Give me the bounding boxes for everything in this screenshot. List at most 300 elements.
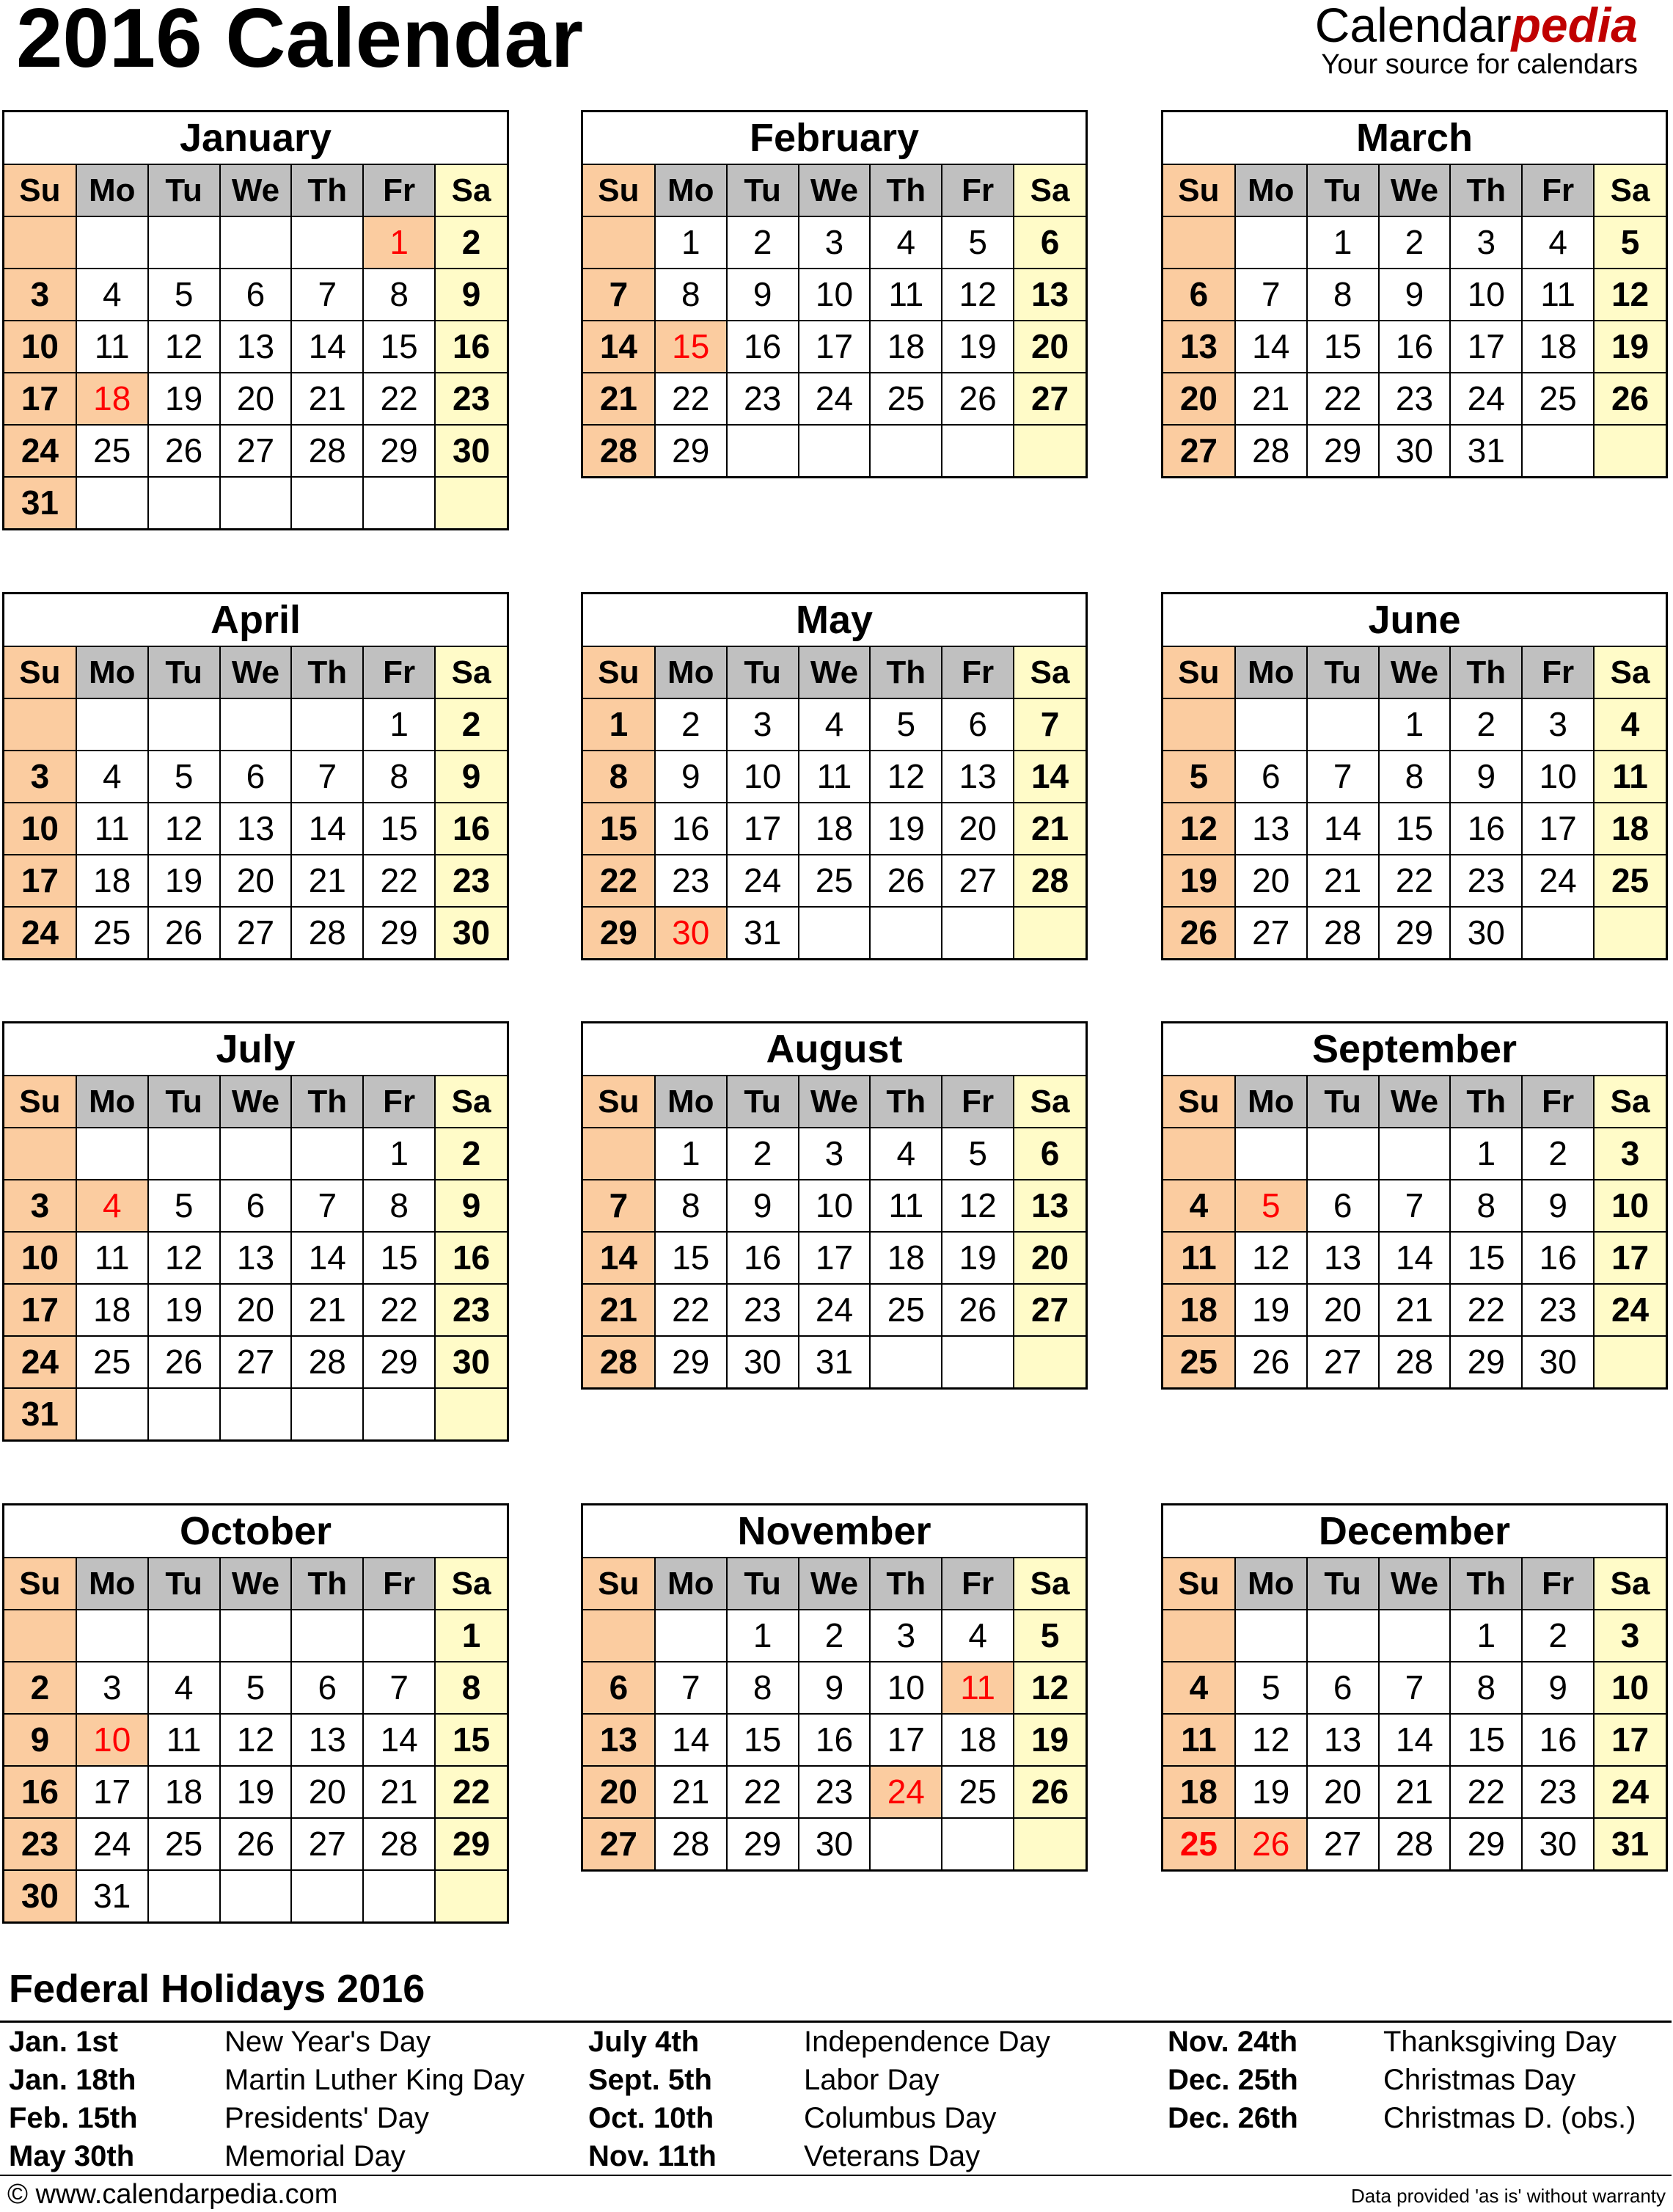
day-cell: 22 <box>363 855 435 907</box>
week-row <box>583 425 1086 476</box>
week-row <box>1163 907 1666 958</box>
day-cell: 31 <box>727 907 799 958</box>
day-cell: 1 <box>363 698 435 751</box>
day-cell: 5 <box>148 751 220 803</box>
weekday-header-row <box>583 1558 1086 1610</box>
holiday-name: Columbus Day <box>804 2102 997 2134</box>
weekday-header: Sa <box>1594 1076 1666 1128</box>
weekday-header: Th <box>1450 647 1522 698</box>
weekday-header-row <box>4 165 507 216</box>
weekday-header: Sa <box>435 165 507 216</box>
day-cell: 29 <box>1450 1818 1522 1869</box>
day-cell: 8 <box>655 269 727 321</box>
day-cell: 8 <box>655 1180 727 1232</box>
day-cell: 12 <box>148 803 220 855</box>
day-cell: 9 <box>1522 1180 1594 1232</box>
day-cell: 24 <box>4 907 76 958</box>
day-cell: 1 <box>435 1610 507 1662</box>
day-cell: 13 <box>1163 321 1235 373</box>
day-cell: 15 <box>583 803 655 855</box>
weekday-header: We <box>1379 1076 1451 1128</box>
day-cell: 12 <box>1235 1232 1307 1284</box>
day-cell: 13 <box>220 321 292 373</box>
day-cell: 12 <box>148 1232 220 1284</box>
day-cell: 20 <box>942 803 1014 855</box>
day-cell: 26 <box>148 1336 220 1388</box>
day-cell: 5 <box>942 1128 1014 1180</box>
day-cell: 10 <box>1450 269 1522 321</box>
day-cell: 20 <box>220 855 292 907</box>
day-cell: 20 <box>1163 373 1235 425</box>
weekday-header: Sa <box>1014 165 1086 216</box>
day-cell: 7 <box>655 1662 727 1714</box>
brand-logo[interactable] <box>1315 0 1638 81</box>
day-cell: 16 <box>727 1232 799 1284</box>
day-cell: 29 <box>655 425 727 476</box>
day-cell: 25 <box>870 373 942 425</box>
day-cell: 11 <box>76 803 148 855</box>
day-cell: 6 <box>291 1662 363 1714</box>
weekday-header: Su <box>583 1076 655 1128</box>
week-row <box>583 1180 1086 1232</box>
day-cell: 8 <box>363 269 435 321</box>
week-row <box>583 1284 1086 1336</box>
day-cell: 2 <box>727 216 799 269</box>
holiday-day-cell: 11 <box>942 1662 1014 1714</box>
month-title: April <box>4 594 507 647</box>
day-cell: 1 <box>583 698 655 751</box>
weekday-header: Fr <box>363 1076 435 1128</box>
brand-tagline: Your source for calendars <box>1321 49 1638 81</box>
day-cell: 25 <box>942 1766 1014 1818</box>
week-row <box>583 751 1086 803</box>
day-cell: 14 <box>583 1232 655 1284</box>
empty-day-cell <box>1379 1128 1451 1180</box>
day-cell: 4 <box>870 1128 942 1180</box>
empty-day-cell <box>1522 425 1594 476</box>
holiday-row <box>579 2099 1152 2137</box>
day-cell: 30 <box>4 1870 76 1921</box>
weekday-header: Th <box>870 1558 942 1610</box>
day-cell: 4 <box>1163 1180 1235 1232</box>
day-cell: 27 <box>220 425 292 477</box>
day-cell: 27 <box>1235 907 1307 958</box>
day-cell: 14 <box>1235 321 1307 373</box>
day-cell: 26 <box>1163 907 1235 958</box>
week-row <box>1163 1610 1666 1662</box>
day-cell: 24 <box>1594 1284 1666 1336</box>
day-cell: 24 <box>1450 373 1522 425</box>
week-row <box>1163 1662 1666 1714</box>
day-cell: 28 <box>291 907 363 958</box>
empty-day-cell <box>1163 698 1235 751</box>
day-cell: 25 <box>148 1818 220 1870</box>
weekday-header: Su <box>4 1076 76 1128</box>
day-cell: 12 <box>942 1180 1014 1232</box>
week-row <box>4 1870 507 1921</box>
empty-day-cell <box>363 1610 435 1662</box>
empty-day-cell <box>148 1128 220 1180</box>
week-row <box>4 1714 507 1766</box>
weekday-header: Su <box>1163 165 1235 216</box>
day-cell: 8 <box>1450 1180 1522 1232</box>
empty-day-cell <box>76 216 148 269</box>
weekday-header: Sa <box>1014 1076 1086 1128</box>
empty-day-cell <box>870 425 942 476</box>
holiday-date: Dec. 25th <box>1168 2064 1298 2096</box>
empty-day-cell <box>942 1336 1014 1387</box>
week-row <box>1163 1180 1666 1232</box>
day-cell: 3 <box>1594 1128 1666 1180</box>
month-grid <box>4 647 507 958</box>
month-grid <box>1163 165 1666 476</box>
day-cell: 20 <box>1307 1284 1379 1336</box>
holiday-day-cell: 30 <box>655 907 727 958</box>
month-grid <box>583 165 1086 476</box>
holiday-date: July 4th <box>588 2026 700 2058</box>
day-cell: 26 <box>1235 1336 1307 1387</box>
day-cell: 22 <box>1379 855 1451 907</box>
day-cell: 27 <box>220 907 292 958</box>
day-cell: 24 <box>76 1818 148 1870</box>
weekday-header-row <box>4 1558 507 1610</box>
day-cell: 28 <box>1379 1336 1451 1387</box>
day-cell: 23 <box>4 1818 76 1870</box>
day-cell: 10 <box>799 1180 871 1232</box>
weekday-header-row <box>583 647 1086 698</box>
day-cell: 28 <box>583 1336 655 1387</box>
weekday-header: Th <box>291 647 363 698</box>
week-row <box>4 855 507 907</box>
day-cell: 30 <box>1379 425 1451 476</box>
day-cell: 22 <box>727 1766 799 1818</box>
day-cell: 8 <box>1379 751 1451 803</box>
day-cell: 4 <box>148 1662 220 1714</box>
day-cell: 21 <box>583 373 655 425</box>
day-cell: 12 <box>1594 269 1666 321</box>
holiday-date: Oct. 10th <box>588 2102 714 2134</box>
weekday-header: Mo <box>1235 647 1307 698</box>
weekday-header: Mo <box>76 165 148 216</box>
day-cell: 18 <box>942 1714 1014 1766</box>
day-cell: 28 <box>583 425 655 476</box>
week-row <box>583 803 1086 855</box>
day-cell: 2 <box>655 698 727 751</box>
month-title: December <box>1163 1505 1666 1558</box>
empty-day-cell <box>4 1128 76 1180</box>
day-cell: 21 <box>1307 855 1379 907</box>
weekday-header: Tu <box>727 647 799 698</box>
day-cell: 17 <box>1522 803 1594 855</box>
day-cell: 13 <box>220 803 292 855</box>
day-cell: 1 <box>1450 1128 1522 1180</box>
day-cell: 2 <box>1522 1610 1594 1662</box>
holiday-name: Thanksgiving Day <box>1383 2026 1617 2058</box>
day-cell: 28 <box>363 1818 435 1870</box>
day-cell: 25 <box>76 907 148 958</box>
day-cell: 20 <box>220 373 292 425</box>
day-cell: 2 <box>799 1610 871 1662</box>
day-cell: 16 <box>1522 1232 1594 1284</box>
day-cell: 30 <box>1522 1818 1594 1869</box>
day-cell: 23 <box>1450 855 1522 907</box>
day-cell: 25 <box>799 855 871 907</box>
day-cell: 22 <box>655 1284 727 1336</box>
empty-day-cell <box>435 1870 507 1921</box>
week-row <box>4 1232 507 1284</box>
week-row <box>4 1336 507 1388</box>
weekday-header: Fr <box>1522 647 1594 698</box>
week-row <box>1163 1232 1666 1284</box>
empty-day-cell <box>220 1128 292 1180</box>
footer-website-link[interactable]: © www.calendarpedia.com <box>7 2179 338 2210</box>
empty-day-cell <box>942 425 1014 476</box>
weekday-header-row <box>1163 1558 1666 1610</box>
day-cell: 14 <box>291 321 363 373</box>
holiday-day-cell: 26 <box>1235 1818 1307 1869</box>
day-cell: 15 <box>655 1232 727 1284</box>
week-row <box>583 1714 1086 1766</box>
month-october <box>2 1503 509 1924</box>
day-cell: 19 <box>1163 855 1235 907</box>
day-cell: 17 <box>4 373 76 425</box>
holiday-day-cell: 15 <box>655 321 727 373</box>
day-cell: 27 <box>220 1336 292 1388</box>
holiday-day-cell: 4 <box>76 1180 148 1232</box>
holidays-column-3 <box>1159 2023 1673 2137</box>
day-cell: 8 <box>583 751 655 803</box>
weekday-header: We <box>220 1558 292 1610</box>
day-cell: 12 <box>1014 1662 1086 1714</box>
day-cell: 19 <box>148 855 220 907</box>
day-cell: 31 <box>799 1336 871 1387</box>
day-cell: 21 <box>1235 373 1307 425</box>
day-cell: 18 <box>1594 803 1666 855</box>
weekday-header: Sa <box>1014 1558 1086 1610</box>
empty-day-cell <box>435 477 507 528</box>
day-cell: 29 <box>363 907 435 958</box>
holiday-name: Christmas D. (obs.) <box>1383 2102 1636 2134</box>
empty-day-cell <box>1014 425 1086 476</box>
day-cell: 25 <box>1594 855 1666 907</box>
weekday-header: We <box>1379 165 1451 216</box>
day-cell: 20 <box>583 1766 655 1818</box>
day-cell: 8 <box>1450 1662 1522 1714</box>
weekday-header: Sa <box>1594 1558 1666 1610</box>
empty-day-cell <box>1163 1610 1235 1662</box>
weekday-header: Mo <box>76 1076 148 1128</box>
day-cell: 31 <box>4 1388 76 1439</box>
day-cell: 24 <box>799 1284 871 1336</box>
day-cell: 24 <box>727 855 799 907</box>
day-cell: 19 <box>942 321 1014 373</box>
weekday-header: Mo <box>76 1558 148 1610</box>
day-cell: 27 <box>1307 1818 1379 1869</box>
week-row <box>4 751 507 803</box>
day-cell: 28 <box>1307 907 1379 958</box>
week-row <box>1163 1284 1666 1336</box>
holiday-date: Dec. 26th <box>1168 2102 1298 2134</box>
holiday-day-cell: 1 <box>363 216 435 269</box>
day-cell: 16 <box>435 321 507 373</box>
weekday-header: Fr <box>942 1558 1014 1610</box>
week-row <box>4 1284 507 1336</box>
empty-day-cell <box>1307 1610 1379 1662</box>
empty-day-cell <box>291 698 363 751</box>
day-cell: 17 <box>870 1714 942 1766</box>
weekday-header: Mo <box>1235 1558 1307 1610</box>
day-cell: 26 <box>148 425 220 477</box>
month-grid <box>1163 1076 1666 1387</box>
day-cell: 9 <box>655 751 727 803</box>
day-cell: 18 <box>76 1284 148 1336</box>
day-cell: 1 <box>1379 698 1451 751</box>
holiday-row <box>0 2061 572 2099</box>
day-cell: 17 <box>4 855 76 907</box>
day-cell: 11 <box>148 1714 220 1766</box>
day-cell: 23 <box>727 1284 799 1336</box>
day-cell: 2 <box>435 1128 507 1180</box>
empty-day-cell <box>1163 1128 1235 1180</box>
weekday-header: Mo <box>76 647 148 698</box>
day-cell: 19 <box>220 1766 292 1818</box>
day-cell: 25 <box>870 1284 942 1336</box>
day-cell: 7 <box>291 269 363 321</box>
day-cell: 6 <box>220 751 292 803</box>
empty-day-cell <box>291 216 363 269</box>
holiday-row <box>579 2023 1152 2061</box>
weekday-header: Sa <box>435 1558 507 1610</box>
weekday-header: Tu <box>148 1558 220 1610</box>
weekday-header: We <box>799 1076 871 1128</box>
day-cell: 30 <box>435 1336 507 1388</box>
day-cell: 14 <box>1014 751 1086 803</box>
empty-day-cell <box>220 1870 292 1921</box>
day-cell: 27 <box>291 1818 363 1870</box>
day-cell: 14 <box>291 1232 363 1284</box>
day-cell: 22 <box>1450 1284 1522 1336</box>
day-cell: 11 <box>870 1180 942 1232</box>
day-cell: 5 <box>1014 1610 1086 1662</box>
weekday-header: Th <box>1450 1558 1522 1610</box>
week-row <box>1163 425 1666 476</box>
holiday-date: Nov. 11th <box>588 2140 717 2172</box>
day-cell: 28 <box>1235 425 1307 476</box>
month-grid <box>4 1558 507 1921</box>
day-cell: 1 <box>655 1128 727 1180</box>
day-cell: 11 <box>799 751 871 803</box>
holiday-date: Nov. 24th <box>1168 2026 1298 2058</box>
empty-day-cell <box>220 477 292 528</box>
day-cell: 7 <box>1379 1180 1451 1232</box>
day-cell: 5 <box>1594 216 1666 269</box>
month-title: November <box>583 1505 1086 1558</box>
day-cell: 17 <box>1594 1714 1666 1766</box>
day-cell: 26 <box>870 855 942 907</box>
day-cell: 12 <box>1163 803 1235 855</box>
day-cell: 30 <box>435 907 507 958</box>
holiday-row <box>579 2137 1152 2175</box>
week-row <box>1163 321 1666 373</box>
day-cell: 7 <box>583 1180 655 1232</box>
day-cell: 14 <box>655 1714 727 1766</box>
day-cell: 16 <box>4 1766 76 1818</box>
day-cell: 29 <box>655 1336 727 1387</box>
day-cell: 10 <box>4 1232 76 1284</box>
weekday-header-row <box>4 647 507 698</box>
weekday-header: Mo <box>1235 1076 1307 1128</box>
month-february <box>581 110 1088 478</box>
empty-day-cell <box>1235 698 1307 751</box>
day-cell: 4 <box>76 751 148 803</box>
day-cell: 13 <box>220 1232 292 1284</box>
day-cell: 2 <box>435 698 507 751</box>
day-cell: 16 <box>655 803 727 855</box>
month-title: January <box>4 112 507 165</box>
day-cell: 22 <box>1450 1766 1522 1818</box>
day-cell: 18 <box>148 1766 220 1818</box>
month-december <box>1161 1503 1668 1872</box>
day-cell: 25 <box>76 1336 148 1388</box>
day-cell: 18 <box>870 321 942 373</box>
day-cell: 21 <box>1379 1284 1451 1336</box>
holiday-row <box>1159 2099 1673 2137</box>
day-cell: 11 <box>76 1232 148 1284</box>
week-row <box>583 1818 1086 1869</box>
empty-day-cell <box>942 907 1014 958</box>
empty-day-cell <box>291 1128 363 1180</box>
day-cell: 14 <box>583 321 655 373</box>
day-cell: 20 <box>1014 1232 1086 1284</box>
day-cell: 16 <box>799 1714 871 1766</box>
day-cell: 3 <box>727 698 799 751</box>
weekday-header: Th <box>870 1076 942 1128</box>
empty-day-cell <box>363 477 435 528</box>
month-september <box>1161 1021 1668 1390</box>
day-cell: 6 <box>583 1662 655 1714</box>
day-cell: 2 <box>1379 216 1451 269</box>
holiday-date: Feb. 15th <box>9 2102 138 2134</box>
week-row <box>4 425 507 477</box>
day-cell: 29 <box>1307 425 1379 476</box>
day-cell: 17 <box>76 1766 148 1818</box>
day-cell: 10 <box>4 321 76 373</box>
month-grid <box>4 165 507 528</box>
day-cell: 20 <box>291 1766 363 1818</box>
holiday-row <box>579 2061 1152 2099</box>
day-cell: 18 <box>870 1232 942 1284</box>
day-cell: 1 <box>363 1128 435 1180</box>
day-cell: 22 <box>363 373 435 425</box>
day-cell: 29 <box>363 425 435 477</box>
week-row <box>1163 698 1666 751</box>
day-cell: 24 <box>4 1336 76 1388</box>
day-cell: 9 <box>799 1662 871 1714</box>
holiday-date: May 30th <box>9 2140 135 2172</box>
weekday-header: Th <box>870 165 942 216</box>
weekday-header: Th <box>1450 1076 1522 1128</box>
day-cell: 5 <box>148 269 220 321</box>
empty-day-cell <box>148 698 220 751</box>
day-cell: 16 <box>727 321 799 373</box>
week-row <box>1163 216 1666 269</box>
empty-day-cell <box>799 425 871 476</box>
day-cell: 10 <box>1522 751 1594 803</box>
day-cell: 16 <box>1450 803 1522 855</box>
day-cell: 3 <box>4 269 76 321</box>
week-row <box>1163 1818 1666 1869</box>
week-row <box>1163 1336 1666 1387</box>
